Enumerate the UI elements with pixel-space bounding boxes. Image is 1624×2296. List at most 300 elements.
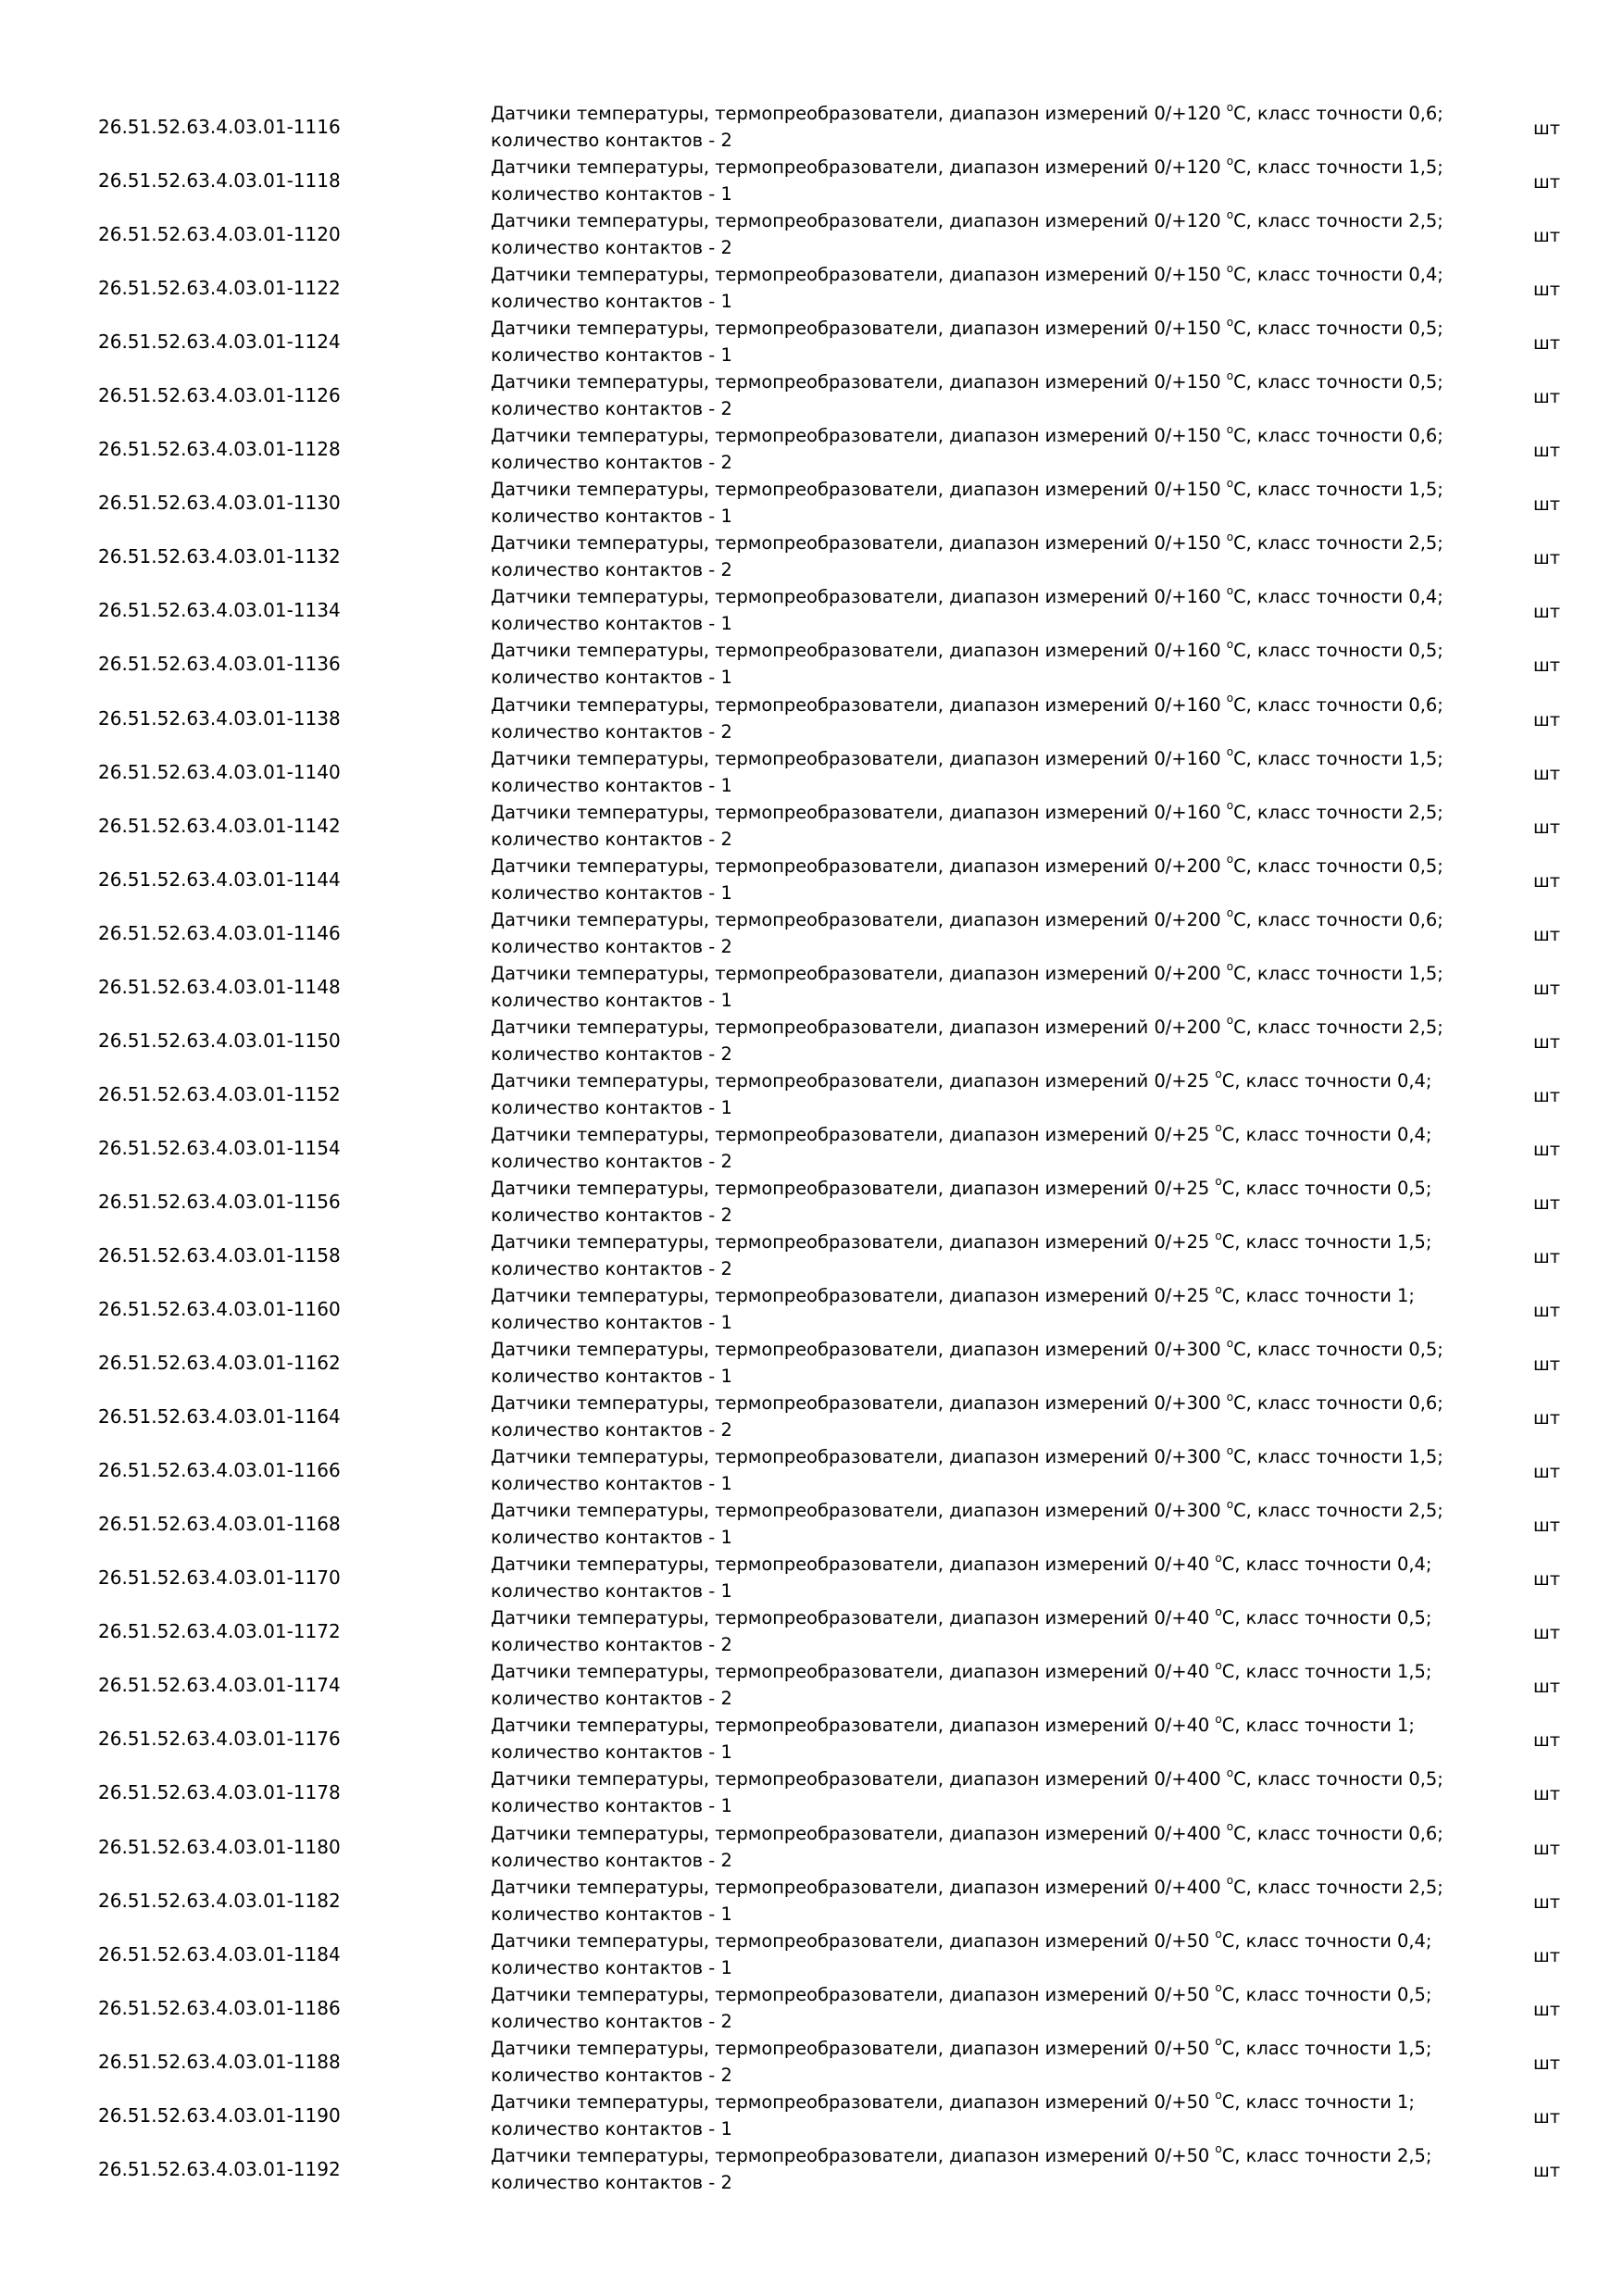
item-code: 26.51.52.63.4.03.01-1162 [98, 1352, 341, 1375]
accuracy-label: класс точности [1256, 532, 1404, 555]
measurement-range: 0/+50 [1154, 1983, 1210, 2005]
accuracy-class: 0,4; [1397, 1123, 1432, 1145]
description-line-1: Датчики температуры, термопреобразователи, диапазон измерений 0/+40 $^о$С, класс точности 0,5; [491, 1604, 1432, 1629]
measurement-range: 0/+200 [1154, 855, 1221, 877]
unit-of-measure: шт [1533, 1729, 1561, 1752]
unit-of-measure: шт [1533, 171, 1561, 193]
description-line-2 [491, 1255, 1454, 1282]
contacts-label: количество контактов - [491, 1096, 716, 1118]
degree-unit: С [1233, 693, 1246, 716]
unit-of-measure: шт [1533, 118, 1561, 139]
degree-unit: С [1221, 2144, 1235, 2166]
degree-mark: о [1226, 368, 1234, 382]
description-prefix: Датчики температуры, термопреобразователи, диапазон измерений [491, 1446, 1149, 1468]
degree-mark: о [1226, 1443, 1234, 1457]
contacts-count: 2 [720, 452, 732, 474]
measurement-range: 0/+50 [1154, 2090, 1210, 2113]
table-row [0, 261, 1624, 315]
measurement-range: 0/+160 [1154, 693, 1221, 716]
contacts-count: 2 [720, 828, 732, 850]
table-row [0, 1712, 1624, 1766]
item-code: 26.51.52.63.4.03.01-1186 [98, 1996, 341, 2019]
measurement-range: 0/+200 [1154, 1016, 1221, 1038]
contacts-count: 2 [720, 1419, 732, 1441]
degree-unit: С [1233, 855, 1246, 877]
degree-unit: С [1233, 586, 1246, 608]
description-line-2 [491, 1578, 1454, 1604]
contacts-label: количество контактов - [491, 1257, 716, 1279]
degree-mark: о [1226, 476, 1234, 490]
accuracy-class: 0,6; [1408, 425, 1443, 447]
table-row [0, 2142, 1624, 2196]
unit-of-measure: шт [1533, 601, 1561, 623]
unit-of-measure: шт [1533, 1890, 1561, 1913]
contacts-label: количество контактов - [491, 1042, 716, 1065]
measurement-range: 0/+300 [1154, 1500, 1221, 1522]
item-code: 26.51.52.63.4.03.01-1120 [98, 223, 341, 246]
measurement-range: 0/+25 [1154, 1069, 1210, 1092]
accuracy-class: 0,5; [1397, 1983, 1432, 2005]
description-prefix: Датчики температуры, термопреобразователи, диапазон измерений [491, 1983, 1149, 2005]
measurement-range: 0/+150 [1154, 532, 1221, 555]
degree-mark: о [1226, 1766, 1234, 1779]
item-code: 26.51.52.63.4.03.01-1166 [98, 1459, 341, 1482]
item-description [491, 1497, 1454, 1551]
degree-unit: С [1233, 962, 1246, 984]
degree-unit: С [1233, 103, 1246, 124]
contacts-label: количество контактов - [491, 2171, 716, 2193]
description-line-1: Датчики температуры, термопреобразователи, диапазон измерений 0/+300 $^о$С, класс точности 1,5; [491, 1443, 1443, 1468]
item-description [491, 476, 1454, 530]
accuracy-class: 1,5; [1408, 1446, 1443, 1468]
table-row [0, 583, 1624, 637]
contacts-count: 1 [720, 1795, 732, 1817]
description-prefix: Датчики температуры, термопреобразователи, диапазон измерений [491, 1069, 1149, 1092]
accuracy-label: класс точности [1256, 479, 1404, 501]
item-description [491, 637, 1454, 691]
degree-unit: С [1221, 1123, 1235, 1145]
accuracy-class: 1,5; [1408, 156, 1443, 179]
accuracy-class: 1; [1397, 2090, 1415, 2113]
contacts-count: 2 [720, 2010, 732, 2032]
unit-of-measure: шт [1533, 547, 1561, 569]
degree-mark: о [1215, 1712, 1222, 1726]
item-description [491, 853, 1454, 906]
item-code: 26.51.52.63.4.03.01-1156 [98, 1190, 341, 1213]
accuracy-class: 0,6; [1408, 908, 1443, 930]
degree-unit: С [1233, 908, 1246, 930]
degree-mark: о [1215, 1658, 1222, 1672]
description-line-2 [491, 933, 1454, 960]
item-description [491, 368, 1454, 422]
description-line-2 [491, 1309, 1454, 1336]
item-code: 26.51.52.63.4.03.01-1136 [98, 653, 341, 676]
unit-of-measure: шт [1533, 2052, 1561, 2074]
description-line-1: Датчики температуры, термопреобразователи, диапазон измерений 0/+160 $^о$С, класс точности 2,5; [491, 799, 1443, 823]
description-line-2 [491, 1954, 1454, 1981]
table-row [0, 368, 1624, 422]
item-description [491, 906, 1454, 960]
table-row [0, 2089, 1624, 2142]
description-line-2 [491, 503, 1454, 530]
description-line-1: Датчики температуры, термопреобразователи, диапазон измерений 0/+400 $^о$С, класс точности 2,5; [491, 1874, 1443, 1898]
accuracy-class: 0,5; [1397, 1177, 1432, 1199]
measurement-range: 0/+160 [1154, 586, 1221, 608]
item-code: 26.51.52.63.4.03.01-1154 [98, 1136, 341, 1159]
contacts-count: 1 [720, 505, 732, 528]
degree-unit: С [1233, 1446, 1246, 1468]
accuracy-label: класс точности [1256, 425, 1404, 447]
description-line-1: Датчики температуры, термопреобразователи, диапазон измерений 0/+50 $^о$С, класс точности 1; [491, 2089, 1415, 2113]
description-line-2 [491, 1094, 1454, 1121]
table-row [0, 1820, 1624, 1874]
accuracy-class: 0,5; [1408, 855, 1443, 877]
description-line-2 [491, 610, 1454, 637]
contacts-count: 1 [720, 774, 732, 796]
degree-mark: о [1215, 2035, 1222, 2049]
accuracy-label: класс точности [1256, 210, 1404, 232]
measurement-range: 0/+120 [1154, 103, 1221, 124]
contacts-count: 2 [720, 935, 732, 957]
degree-mark: о [1215, 1229, 1222, 1242]
accuracy-label: класс точности [1245, 1929, 1392, 1952]
description-line-2 [491, 718, 1454, 745]
table-row [0, 100, 1624, 154]
contacts-count: 1 [720, 291, 732, 313]
measurement-range: 0/+120 [1154, 156, 1221, 179]
description-prefix: Датчики температуры, термопреобразователи, диапазон измерений [491, 1016, 1149, 1038]
measurement-range: 0/+400 [1154, 1822, 1221, 1844]
item-code: 26.51.52.63.4.03.01-1116 [98, 116, 341, 138]
item-description [491, 583, 1454, 637]
contacts-count: 1 [720, 1527, 732, 1549]
description-prefix: Датчики температуры, термопреобразователи, диапазон измерений [491, 2037, 1149, 2059]
measurement-range: 0/+200 [1154, 908, 1221, 930]
table-row [0, 1766, 1624, 1819]
item-code: 26.51.52.63.4.03.01-1190 [98, 2103, 341, 2127]
degree-unit: С [1233, 425, 1246, 447]
contacts-label: количество контактов - [491, 989, 716, 1011]
degree-unit: С [1221, 2090, 1235, 2113]
contacts-count: 1 [720, 667, 732, 689]
degree-mark: о [1215, 1121, 1222, 1135]
degree-mark: о [1215, 1928, 1222, 1941]
accuracy-class: 0,5; [1408, 318, 1443, 340]
degree-mark: о [1226, 1874, 1234, 1888]
description-line-1: Датчики температуры, термопреобразователи, диапазон измерений 0/+150 $^о$С, класс точности 0,4; [491, 261, 1443, 286]
description-line-1: Датчики температуры, термопреобразователи, диапазон измерений 0/+150 $^о$С, класс точности 2,5; [491, 530, 1443, 555]
unit-of-measure: шт [1533, 225, 1561, 247]
unit-of-measure: шт [1533, 1998, 1561, 2020]
contacts-label: количество контактов - [491, 2117, 716, 2140]
contacts-label: количество контактов - [491, 1150, 716, 1172]
item-description [491, 2035, 1454, 2089]
item-code: 26.51.52.63.4.03.01-1182 [98, 1889, 341, 1912]
table-row [0, 960, 1624, 1014]
contacts-count: 1 [720, 1473, 732, 1495]
contacts-label: количество контактов - [491, 130, 716, 151]
contacts-label: количество контактов - [491, 183, 716, 206]
item-description [491, 1820, 1454, 1874]
description-line-1: Датчики температуры, термопреобразователи, диапазон измерений 0/+50 $^о$С, класс точности 2,5; [491, 2142, 1432, 2166]
accuracy-label: класс точности [1256, 693, 1404, 716]
measurement-range: 0/+25 [1154, 1285, 1210, 1307]
degree-mark: о [1226, 1336, 1234, 1350]
unit-of-measure: шт [1533, 923, 1561, 945]
contacts-count: 1 [720, 1366, 732, 1388]
table-row [0, 315, 1624, 368]
degree-mark: о [1226, 422, 1234, 436]
accuracy-label: класс точности [1256, 1768, 1404, 1791]
unit-of-measure: шт [1533, 1192, 1561, 1214]
accuracy-label: класс точности [1256, 371, 1404, 393]
accuracy-label: класс точности [1256, 156, 1404, 179]
item-description [491, 530, 1454, 583]
degree-mark: о [1226, 745, 1234, 759]
description-prefix: Датчики температуры, термопреобразователи, диапазон измерений [491, 156, 1149, 179]
table-row [0, 637, 1624, 691]
contacts-label: количество контактов - [491, 1580, 716, 1603]
measurement-range: 0/+50 [1154, 2144, 1210, 2166]
measurement-range: 0/+400 [1154, 1876, 1221, 1898]
contacts-label: количество контактов - [491, 935, 716, 957]
degree-unit: С [1233, 1500, 1246, 1522]
accuracy-class: 1; [1397, 1715, 1415, 1737]
measurement-range: 0/+300 [1154, 1339, 1221, 1361]
table-row [0, 154, 1624, 207]
unit-of-measure: шт [1533, 1461, 1561, 1483]
item-code: 26.51.52.63.4.03.01-1132 [98, 545, 341, 568]
degree-mark: о [1226, 207, 1234, 221]
price-list-table [0, 100, 1624, 2196]
description-line-2 [491, 1901, 1454, 1928]
degree-mark: о [1226, 638, 1234, 651]
degree-mark: о [1226, 799, 1234, 813]
description-line-1: Датчики температуры, термопреобразователи, диапазон измерений 0/+150 $^о$С, класс точности 1,5; [491, 476, 1443, 501]
description-prefix: Датчики температуры, термопреобразователи, диапазон измерений [491, 1876, 1149, 1898]
unit-of-measure: шт [1533, 1084, 1561, 1106]
accuracy-label: класс точности [1256, 1822, 1404, 1844]
item-code: 26.51.52.63.4.03.01-1126 [98, 384, 341, 407]
description-prefix: Датчики температуры, термопреобразователи, диапазон измерений [491, 1500, 1149, 1522]
description-line-2 [491, 1363, 1454, 1390]
accuracy-label: класс точности [1256, 908, 1404, 930]
measurement-range: 0/+300 [1154, 1446, 1221, 1468]
description-line-2 [491, 1524, 1454, 1551]
accuracy-class: 0,5; [1408, 640, 1443, 662]
contacts-label: количество контактов - [491, 1527, 716, 1549]
item-description [491, 1229, 1454, 1282]
accuracy-class: 2,5; [1408, 1876, 1443, 1898]
accuracy-class: 1,5; [1397, 1230, 1432, 1253]
description-prefix: Датчики температуры, термопреобразователи, диапазон измерений [491, 103, 1149, 124]
degree-unit: С [1233, 479, 1246, 501]
table-row [0, 530, 1624, 583]
table-row [0, 906, 1624, 960]
contacts-label: количество контактов - [491, 881, 716, 904]
degree-unit: С [1221, 1177, 1235, 1199]
degree-unit: С [1233, 801, 1246, 823]
description-prefix: Датчики температуры, термопреобразователи, диапазон измерений [491, 1285, 1149, 1307]
degree-unit: С [1233, 1339, 1246, 1361]
accuracy-class: 1; [1397, 1285, 1415, 1307]
item-description [491, 2142, 1454, 2196]
contacts-label: количество контактов - [491, 667, 716, 689]
description-prefix: Датчики температуры, термопреобразователи, диапазон измерений [491, 586, 1149, 608]
table-row [0, 1551, 1624, 1604]
item-code: 26.51.52.63.4.03.01-1144 [98, 867, 341, 891]
unit-of-measure: шт [1533, 493, 1561, 516]
contacts-count: 2 [720, 559, 732, 581]
accuracy-label: класс точности [1256, 1392, 1404, 1415]
accuracy-label: класс точности [1245, 1715, 1392, 1737]
degree-unit: С [1233, 640, 1246, 662]
item-code: 26.51.52.63.4.03.01-1142 [98, 814, 341, 837]
description-line-2 [491, 772, 1454, 799]
description-line-2 [491, 2062, 1454, 2089]
contacts-label: количество контактов - [491, 1795, 716, 1817]
table-row [0, 207, 1624, 261]
item-code: 26.51.52.63.4.03.01-1122 [98, 277, 341, 300]
unit-of-measure: шт [1533, 386, 1561, 408]
description-line-1: Датчики температуры, термопреобразователи, диапазон измерений 0/+200 $^о$С, класс точности 0,6; [491, 906, 1443, 930]
table-row [0, 1928, 1624, 1981]
degree-unit: С [1233, 264, 1246, 286]
description-prefix: Датчики температуры, термопреобразователи, диапазон измерений [491, 747, 1149, 769]
degree-mark: о [1226, 583, 1234, 597]
degree-mark: о [1215, 1981, 1222, 1995]
degree-unit: С [1233, 1822, 1246, 1844]
measurement-range: 0/+40 [1154, 1607, 1210, 1629]
degree-unit: С [1233, 1876, 1246, 1898]
accuracy-class: 1,5; [1397, 2037, 1432, 2059]
accuracy-class: 2,5; [1408, 532, 1443, 555]
description-line-1: Датчики температуры, термопреобразователи, диапазон измерений 0/+25 $^о$С, класс точности 1,5; [491, 1229, 1432, 1253]
contacts-count: 2 [720, 2171, 732, 2193]
description-line-2 [491, 556, 1454, 583]
accuracy-class: 2,5; [1408, 1016, 1443, 1038]
item-code: 26.51.52.63.4.03.01-1184 [98, 1942, 341, 1965]
item-description [491, 1121, 1454, 1175]
contacts-count: 1 [720, 881, 732, 904]
description-line-1: Датчики температуры, термопреобразователи, диапазон измерений 0/+160 $^о$С, класс точности 0,4; [491, 583, 1443, 608]
unit-of-measure: шт [1533, 1245, 1561, 1267]
accuracy-class: 0,5; [1408, 1339, 1443, 1361]
item-code: 26.51.52.63.4.03.01-1164 [98, 1405, 341, 1429]
unit-of-measure: шт [1533, 1030, 1561, 1053]
contacts-label: количество контактов - [491, 720, 716, 742]
accuracy-class: 2,5; [1408, 1500, 1443, 1522]
measurement-range: 0/+40 [1154, 1554, 1210, 1576]
degree-unit: С [1233, 1016, 1246, 1038]
contacts-count: 1 [720, 183, 732, 206]
description-line-1: Датчики температуры, термопреобразователи, диапазон измерений 0/+200 $^о$С, класс точности 0,5; [491, 853, 1443, 877]
contacts-label: количество контактов - [491, 1903, 716, 1925]
degree-mark: о [1215, 2089, 1222, 2103]
degree-mark: о [1226, 100, 1234, 114]
accuracy-class: 0,6; [1408, 693, 1443, 716]
item-code: 26.51.52.63.4.03.01-1188 [98, 2050, 341, 2073]
item-description [491, 1658, 1454, 1712]
contacts-label: количество контактов - [491, 1366, 716, 1388]
degree-unit: С [1221, 1607, 1235, 1629]
contacts-count: 2 [720, 1042, 732, 1065]
degree-mark: о [1226, 154, 1234, 168]
accuracy-class: 0,6; [1408, 1392, 1443, 1415]
contacts-count: 2 [720, 1150, 732, 1172]
description-line-1: Датчики температуры, термопреобразователи, диапазон измерений 0/+160 $^о$С, класс точности 0,6; [491, 692, 1443, 716]
degree-mark: о [1215, 2142, 1222, 2156]
contacts-label: количество контактов - [491, 828, 716, 850]
contacts-count: 2 [720, 1849, 732, 1871]
accuracy-class: 0,5; [1408, 371, 1443, 393]
item-description [491, 1551, 1454, 1604]
table-row [0, 422, 1624, 476]
unit-of-measure: шт [1533, 1515, 1561, 1537]
accuracy-class: 0,4; [1397, 1929, 1432, 1952]
accuracy-label: класс точности [1245, 1123, 1392, 1145]
accuracy-label: класс точности [1256, 264, 1404, 286]
description-line-2 [491, 288, 1454, 315]
measurement-range: 0/+150 [1154, 479, 1221, 501]
item-description [491, 1928, 1454, 1981]
table-row [0, 1336, 1624, 1390]
unit-of-measure: шт [1533, 655, 1561, 677]
item-description [491, 799, 1454, 853]
description-prefix: Датчики температуры, термопреобразователи, диапазон измерений [491, 1929, 1149, 1952]
contacts-count: 2 [720, 2064, 732, 2086]
accuracy-label: класс точности [1245, 1285, 1392, 1307]
accuracy-class: 0,5; [1397, 1607, 1432, 1629]
description-line-2 [491, 1685, 1454, 1712]
item-description [491, 1336, 1454, 1390]
description-line-1: Датчики температуры, термопреобразователи, диапазон измерений 0/+40 $^о$С, класс точности 0,4; [491, 1551, 1432, 1576]
accuracy-class: 2,5; [1397, 2144, 1432, 2166]
measurement-range: 0/+25 [1154, 1177, 1210, 1199]
description-prefix: Датчики температуры, термопреобразователи, диапазон измерений [491, 210, 1149, 232]
description-line-1: Датчики температуры, термопреобразователи, диапазон измерений 0/+150 $^о$С, класс точности 0,6; [491, 422, 1443, 447]
accuracy-label: класс точности [1245, 1230, 1392, 1253]
accuracy-label: класс точности [1256, 1876, 1404, 1898]
measurement-range: 0/+150 [1154, 425, 1221, 447]
table-row [0, 1981, 1624, 2035]
description-line-1: Датчики температуры, термопреобразователи, диапазон измерений 0/+120 $^о$С, класс точности 0,6; [491, 100, 1443, 124]
item-code: 26.51.52.63.4.03.01-1160 [98, 1298, 341, 1321]
item-description [491, 1067, 1454, 1121]
description-line-1: Датчики температуры, термопреобразователи, диапазон измерений 0/+50 $^о$С, класс точности 1,5; [491, 2035, 1432, 2059]
degree-unit: С [1221, 1661, 1235, 1683]
item-description [491, 1712, 1454, 1766]
degree-mark: о [1226, 906, 1234, 920]
item-code: 26.51.52.63.4.03.01-1128 [98, 438, 341, 461]
table-row [0, 799, 1624, 853]
description-line-2 [491, 880, 1454, 906]
accuracy-class: 1,5; [1408, 747, 1443, 769]
item-code: 26.51.52.63.4.03.01-1152 [98, 1082, 341, 1105]
accuracy-class: 0,4; [1397, 1554, 1432, 1576]
contacts-count: 1 [720, 1956, 732, 1978]
unit-of-measure: шт [1533, 1568, 1561, 1591]
contacts-count: 2 [720, 1634, 732, 1656]
description-line-2 [491, 1041, 1454, 1067]
table-row [0, 1443, 1624, 1497]
item-description [491, 1874, 1454, 1928]
accuracy-class: 0,4; [1397, 1069, 1432, 1092]
accuracy-label: класс точности [1256, 1016, 1404, 1038]
unit-of-measure: шт [1533, 1300, 1561, 1322]
contacts-count: 1 [720, 989, 732, 1011]
item-description [491, 315, 1454, 368]
